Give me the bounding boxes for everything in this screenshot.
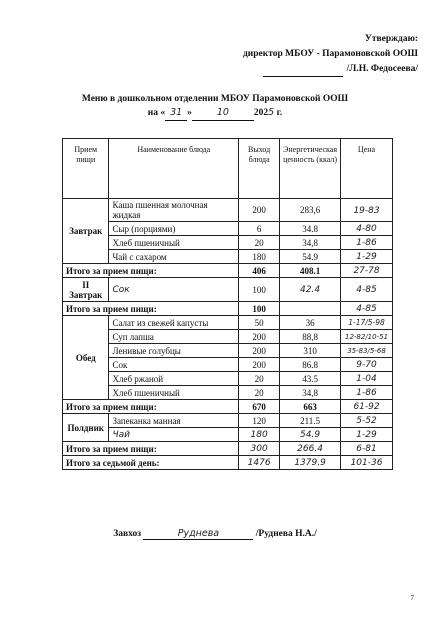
dish-price: 1-04 — [356, 374, 377, 384]
dish-output: 100 — [239, 278, 280, 302]
dish-energy: 42.4 — [300, 285, 321, 295]
meal-second-breakfast: II Завтрак — [63, 278, 109, 302]
dish-name: Каша пшенная молочная жидкая — [109, 199, 239, 222]
dish-price: 5-52 — [356, 416, 377, 426]
total-price: 6-81 — [356, 444, 377, 454]
dish-name: Хлеб ржаной — [109, 372, 239, 386]
date-month: 10 — [192, 106, 254, 121]
dish-energy: 36 — [280, 316, 341, 330]
dish-name: Чай — [112, 430, 130, 440]
dish-name: Сок — [109, 358, 239, 372]
table-row — [63, 358, 393, 372]
dish-price: 1-29 — [356, 430, 377, 440]
table-row — [63, 386, 393, 400]
dish-price: 1-86 — [356, 238, 377, 248]
header-dish: Наименование блюда — [109, 139, 239, 199]
table-header-row — [63, 139, 393, 199]
date-year-digit: 5 — [268, 107, 275, 118]
total-label: Итого за прием пищи: — [63, 442, 239, 456]
total-price: 4-85 — [356, 304, 377, 314]
table-row — [63, 222, 393, 236]
total-price: 27-78 — [353, 266, 380, 276]
header-price: Цена — [341, 139, 393, 199]
approval-name-line — [178, 62, 418, 77]
header-energy: Энергетическая ценность (ккал) — [280, 139, 341, 199]
date-suffix: г. — [276, 108, 283, 118]
total-row — [63, 302, 393, 316]
total-row — [63, 264, 393, 278]
dish-output: 180 — [250, 430, 268, 440]
dish-name: Хлеб пшеничный — [109, 236, 239, 250]
dish-energy: 34.8 — [280, 222, 341, 236]
dish-output: 200 — [239, 330, 280, 344]
meal-snack: Полдник — [63, 414, 109, 442]
meal-lunch: Обед — [63, 316, 109, 400]
table-row — [63, 372, 393, 386]
meal-breakfast: Завтрак — [63, 199, 109, 264]
table-row — [63, 236, 393, 250]
header-output: Выход блюда — [239, 139, 280, 199]
dish-energy: 211.5 — [280, 414, 341, 428]
table-row — [63, 330, 393, 344]
dish-output: 200 — [239, 358, 280, 372]
header-meal: Прием пищи — [63, 139, 109, 199]
table-row — [63, 250, 393, 264]
total-output: 406 — [239, 264, 280, 278]
footer-name: /Руднева Н.А./ — [255, 529, 317, 539]
day-total-price: 101-36 — [350, 458, 383, 468]
total-output: 670 — [239, 400, 280, 414]
dish-output: 6 — [239, 222, 280, 236]
day-total-row — [63, 456, 393, 470]
approval-block — [178, 32, 418, 77]
date-year-prefix: 202 — [253, 108, 269, 118]
dish-energy: 34,8 — [280, 386, 341, 400]
dish-name: Салат из свежей капусты — [109, 316, 239, 330]
menu-title-line: Меню в дошкольном отделении МБОУ Парамоновской ООШ — [81, 94, 349, 104]
table-row — [63, 344, 393, 358]
footer-role: Завхоз — [113, 529, 142, 539]
day-total-energy: 1379.9 — [294, 458, 326, 468]
footer-signature: Руднева — [143, 528, 253, 540]
dish-energy: 54.9 — [280, 250, 341, 264]
dish-price: 1-86 — [356, 388, 377, 398]
page-number: 7 — [410, 594, 414, 602]
dish-energy: 88,8 — [280, 330, 341, 344]
dish-output: 50 — [239, 316, 280, 330]
dish-output: 20 — [239, 386, 280, 400]
dish-name: Суп лапша — [109, 330, 239, 344]
dish-energy: 54.9 — [300, 430, 321, 440]
day-total-label: Итого за седьмой день: — [63, 456, 239, 470]
total-row — [63, 442, 393, 456]
total-energy: 408.1 — [280, 264, 341, 278]
dish-price: 35-83/5-68 — [347, 347, 386, 355]
total-label: Итого за прием пищи: — [63, 302, 239, 316]
dish-output: 120 — [239, 414, 280, 428]
dish-name: Хлеб пшеничный — [109, 386, 239, 400]
dish-energy: 86.8 — [280, 358, 341, 372]
date-prefix: на « — [147, 108, 166, 118]
dish-price: 9-70 — [356, 360, 377, 370]
dish-name: Чай с сахаром — [109, 250, 239, 264]
date-mid: » — [187, 108, 192, 118]
total-energy — [280, 302, 341, 316]
dish-name: Сыр (порциями) — [109, 222, 239, 236]
table-row — [63, 316, 393, 330]
dish-energy: 283,6 — [280, 199, 341, 222]
approval-heading: Утверждаю: — [364, 34, 418, 44]
total-energy: 266.4 — [297, 444, 323, 454]
total-output: 300 — [250, 444, 268, 454]
menu-date — [0, 106, 430, 121]
table-row — [63, 278, 393, 302]
dish-price: 1-17/5-98 — [348, 318, 385, 327]
menu-title — [0, 92, 430, 121]
date-day: 31 — [165, 106, 187, 121]
table-row — [63, 428, 393, 442]
dish-name: Ленивые голубцы — [109, 344, 239, 358]
dish-price: 19-83 — [353, 205, 380, 216]
dish-price: 12-82/10-51 — [344, 333, 389, 341]
total-label: Итого за прием пищи: — [63, 264, 239, 278]
dish-price: 4-80 — [356, 224, 377, 234]
dish-name: Сок — [112, 285, 130, 295]
dish-output: 20 — [239, 236, 280, 250]
dish-energy: 310 — [280, 344, 341, 358]
dish-energy: 34,8 — [280, 236, 341, 250]
dish-price: 4-85 — [356, 285, 377, 295]
dish-output: 180 — [239, 250, 280, 264]
day-total-output: 1476 — [247, 458, 271, 468]
total-label: Итого за прием пищи: — [63, 400, 239, 414]
total-row — [63, 400, 393, 414]
table-row — [63, 414, 393, 428]
approval-signature-line — [263, 76, 343, 77]
approval-name: /Л.Н. Федосеева/ — [346, 64, 418, 74]
dish-energy: 43.5 — [280, 372, 341, 386]
menu-table — [62, 138, 393, 470]
total-output: 100 — [239, 302, 280, 316]
total-price: 61-92 — [353, 402, 380, 412]
dish-name: Запеканка манная — [109, 414, 239, 428]
total-energy: 663 — [280, 400, 341, 414]
dish-output: 200 — [239, 344, 280, 358]
table-row — [63, 199, 393, 222]
dish-output: 200 — [239, 199, 280, 222]
signature-footer — [0, 528, 430, 540]
dish-output: 20 — [239, 372, 280, 386]
approval-position: директор МБОУ - Парамоновской ООШ — [242, 49, 418, 59]
dish-price: 1-29 — [356, 252, 377, 262]
